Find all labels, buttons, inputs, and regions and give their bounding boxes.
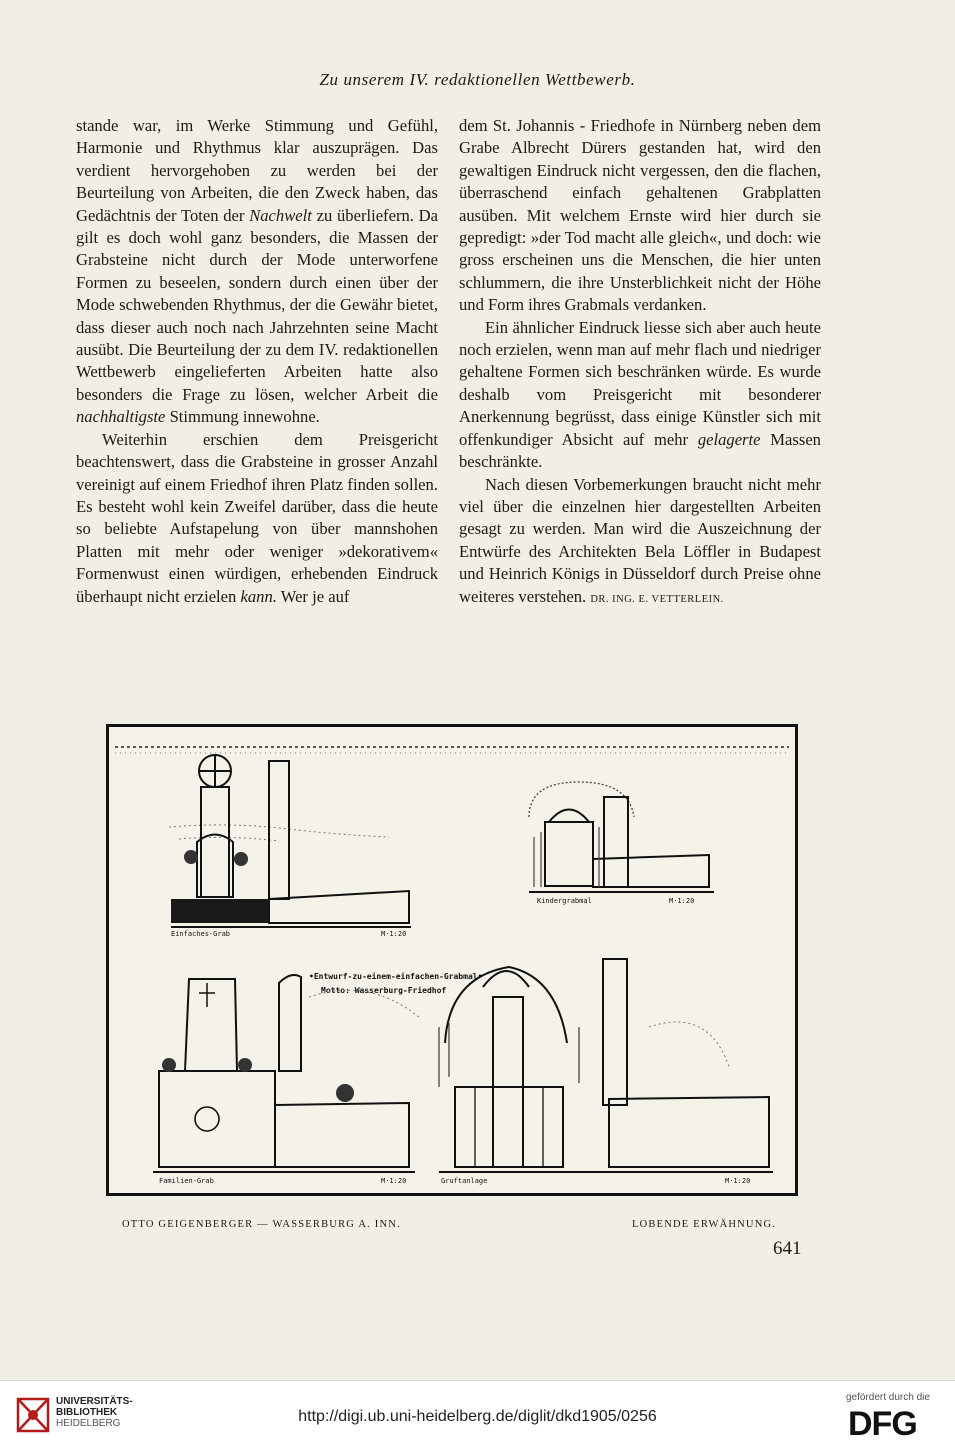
- figure-caption-award: LOBENDE ERWÄHNUNG.: [632, 1219, 777, 1230]
- drawing-simple-grave: [169, 755, 411, 938]
- standing-slab: [269, 761, 289, 899]
- viewer-footer: [0, 1380, 955, 1451]
- arched-top: [549, 810, 589, 823]
- motto-line: Motto: Wasserburg-Friedhof: [321, 986, 447, 995]
- grave-design-figure: [106, 724, 798, 1196]
- flower-ornament: [336, 1084, 354, 1102]
- arch-outline: [529, 782, 634, 817]
- scale-label: M·1:20: [381, 1177, 407, 1185]
- text-run: Ein ähnlicher Eindruck liesse sich aber auch heute noch erzielen, wenn man auf mehr flach und niedriger gehaltene Formen sich beschränken würde. Es wurde deshalb vom Preisgericht mit besonderer Anerkennung begrüsst, dass einige Künstler sich mit offenkundiger Absicht auf mehr: [459, 317, 821, 449]
- text-run: zu überliefern. Da gilt es doch wohl ganz besonders, die Massen der Grabsteine nicht durch der Mode unterworfene Formen zu beseelen, sondern durch einen über der Mode schwebenden Rhythmus, der die Gewähr bietet, dass dieser auch noch nach Jahrzehnten seine Macht ausübt. Die Beurteilung der zu dem IV. redaktionellen Wettbewerb eingelieferten Arbeiten hatte also besonders die Frage zu lösen, welcher Arbeit die: [76, 205, 438, 404]
- flower-ornament: [184, 850, 198, 864]
- scale-label: M·1:20: [669, 897, 695, 905]
- permalink-url[interactable]: http://digi.ub.uni-heidelberg.de/diglit/dkd1905/0256: [298, 1408, 657, 1425]
- central-pillar: [493, 997, 523, 1167]
- author-signature: DR. ING. E. VETTERLEIN.: [590, 593, 724, 605]
- wreath-ornament: [195, 1107, 219, 1131]
- text-run: Nach diesen Vorbemerkungen braucht nicht mehr viel über die einzelnen hier dargestellten Arbeiten gesagt zu werden. Man wird die Auszeichnung der Entwürfe des Architekten Bela Löffler in Budapest und Heinrich Königs in Düsseldorf durch Preise ohne weiteres verstehen.: [459, 474, 821, 606]
- running-header: Zu unserem IV. redaktionellen Wettbewerb.: [319, 70, 636, 89]
- paragraph: [459, 474, 821, 611]
- text-run: Wer je auf: [276, 586, 350, 606]
- crypt-gate: [455, 1087, 563, 1167]
- drawing-label: Kindergrabmal: [537, 897, 592, 905]
- grave-base: [171, 899, 269, 923]
- paragraph: dem St. Johannis - Friedhofe in Nürnberg neben dem Grabe Albrecht Dürers gestanden hat, wird den gewaltigen Eindruck nicht vergessen, den die flachen, überraschend einfach gehaltenen Grabplatten ausüben. Mit welchem Ernste wird hier durch sie gepredigt: »der Tod macht alle gleich«, und doch: wie gross erscheinen uns die Menschen, die hier unten schlummern, die ihre Unsterblichkeit nicht der Höhe und Form ihres Grabmals verdanken.: [459, 116, 821, 315]
- lying-slab: [593, 855, 709, 887]
- grave-niche: [197, 835, 233, 898]
- child-grave-stone: [545, 822, 593, 886]
- text-run: stande war, im Werke Stimmung und Gefühl, Harmonie und Rhythmus klar auszuprägen. Das verdient hervorgehoben zu werden bei der Beurteilung von Arbeiten, die den Zweck haben, das Gedächtnis der Toten der: [76, 116, 438, 225]
- drawing-crypt: [439, 959, 773, 1185]
- paragraph: [459, 317, 821, 474]
- drawing-label: Familien-Grab: [159, 1177, 214, 1185]
- drawing-child-grave: [529, 782, 714, 905]
- cross-stele: [201, 787, 229, 897]
- text-column-right: [459, 115, 821, 611]
- university-name-line: UNIVERSITÄTS-: [56, 1396, 133, 1407]
- flower-ornament: [238, 1058, 252, 1072]
- scale-label: M·1:20: [381, 930, 407, 938]
- paragraph: [76, 429, 438, 608]
- italic-text: gelagerte: [697, 429, 761, 449]
- drawing-family-grave: [153, 975, 419, 1185]
- drawing-label: Gruftanlage: [441, 1177, 488, 1185]
- italic-text: kann.: [240, 586, 277, 606]
- italic-text: nachhaltigste: [76, 407, 166, 427]
- motto-line: •Entwurf-zu-einem-einfachen-Grabmal•: [309, 972, 483, 981]
- ivy-ornament: [534, 832, 541, 887]
- paragraph: [76, 115, 438, 429]
- standing-slab: [604, 797, 628, 887]
- page-number: 641: [773, 1238, 802, 1259]
- scale-label: M·1:20: [725, 1177, 751, 1185]
- university-name-line: HEIDELBERG: [56, 1418, 121, 1429]
- italic-text: Nachwelt: [249, 205, 312, 225]
- grave-front: [159, 1071, 275, 1167]
- ivy-ornament: [439, 1023, 579, 1087]
- dfg-logo[interactable]: DFG: [848, 1405, 917, 1443]
- flower-ornament: [162, 1058, 176, 1072]
- text-run: Weiterhin erschien dem Preisgericht beachtenswert, dass die Grabsteine in grosser Anzahl vereinigt auf einem Friedhof ihren Platz finden sollen. Es besteht wohl kein Zweifel darüber, dass die heute so beliebte Aufstapelung von über mannshohen Platten mit mehr oder weniger »dekorativem« Formenwust einen würdigen, erhebenden Eindruck überhaupt nicht erzielen: [76, 429, 438, 606]
- university-name-line: BIBLIOTHEK: [56, 1407, 118, 1418]
- hedge-outline: [649, 1022, 729, 1067]
- figure-caption-author: OTTO GEIGENBERGER — WASSERBURG A. INN.: [122, 1219, 401, 1230]
- flower-ornament: [234, 852, 248, 866]
- standing-slab: [279, 975, 301, 1071]
- crypt-top: [483, 971, 529, 987]
- grave-design-drawing: [109, 727, 795, 1193]
- text-run: Stimmung innewohne.: [165, 407, 320, 427]
- lying-slab: [275, 1103, 409, 1167]
- standing-slab: [603, 959, 627, 1105]
- lying-slab: [609, 1097, 769, 1167]
- funding-note: gefördert durch die: [846, 1392, 930, 1403]
- text-run: Massen beschränkte.: [459, 429, 821, 472]
- text-column-left: [76, 115, 438, 608]
- drawing-label: Einfaches-Grab: [171, 930, 231, 938]
